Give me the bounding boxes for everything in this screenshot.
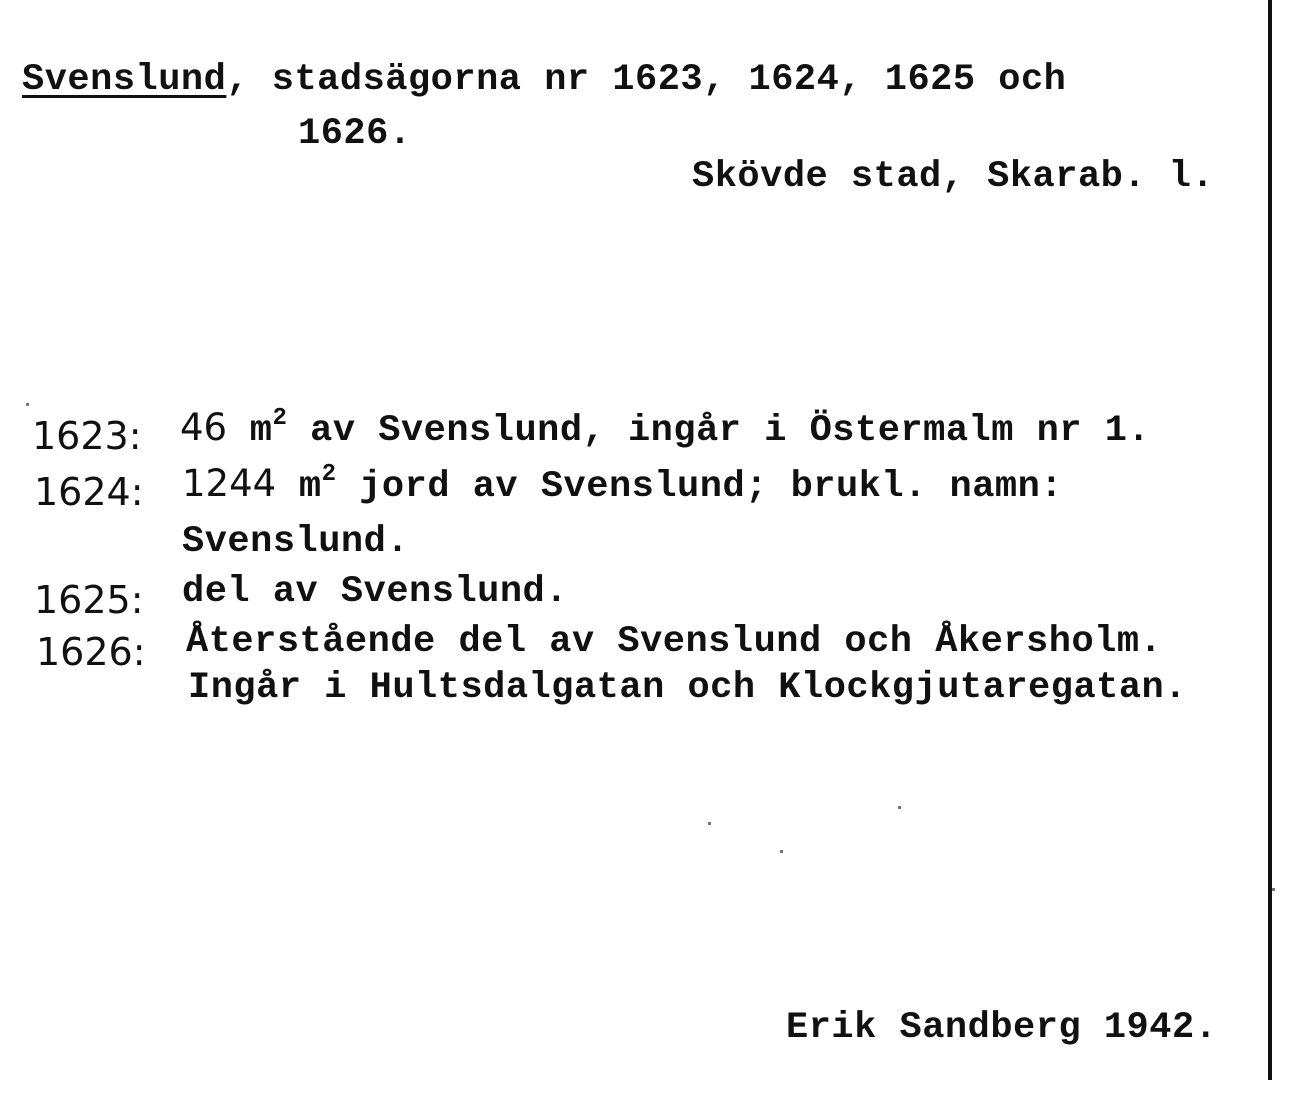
- entry-text-1624: 1244 $m^2$ jord av Svenslund; brukl. namn:: [182, 461, 1064, 508]
- signature: Erik Sandberg 1942.: [786, 1007, 1218, 1049]
- entry-cont-1626: Ingår i Hultsdalgatan och Klockgjutaregatan.: [188, 667, 1187, 709]
- scan-speck: [708, 822, 711, 825]
- scan-speck: [780, 850, 783, 853]
- entry-cont-1624: Svenslund.: [182, 521, 410, 563]
- entry-number-1626: 1626:: [36, 630, 146, 674]
- scan-speck: [1272, 888, 1275, 891]
- entry-text-1626: Återstående del av Svenslund och Åkersholm.: [186, 621, 1163, 663]
- superscript-1624: 2: [321, 461, 337, 488]
- entry-text-1623: 46 $m^2$ av Svenslund, ingår i Östermalm nr 1.: [180, 405, 1151, 452]
- place-name: Svenslund: [22, 59, 227, 101]
- title-rest: , stadsägorna nr 1623, 1624, 1625 och: [226, 59, 1067, 101]
- entry-desc-1623: av Svenslund, ingår i Östermalm nr 1.: [287, 410, 1151, 452]
- entry-number-1625: 1625:: [34, 578, 144, 622]
- entry-area-1624: 1244: [182, 462, 277, 505]
- entry-number-1623: 1623:: [32, 414, 142, 458]
- entry-desc-1624: jord av Svenslund; brukl. namn:: [336, 466, 1064, 508]
- entry-text-1625: del av Svenslund.: [182, 571, 568, 613]
- card-title: [22, 58, 1066, 102]
- title-continuation: 1626.: [298, 113, 412, 155]
- superscript-1623: 2: [272, 405, 288, 432]
- scan-speck: [26, 403, 29, 406]
- entry-number-1624: 1624:: [34, 470, 144, 514]
- scan-speck: [898, 806, 901, 809]
- card-edge-line: [1268, 0, 1272, 1080]
- entry-area-1623: 46: [180, 406, 228, 449]
- location-line: Skövde stad, Skarab. l.: [692, 156, 1215, 198]
